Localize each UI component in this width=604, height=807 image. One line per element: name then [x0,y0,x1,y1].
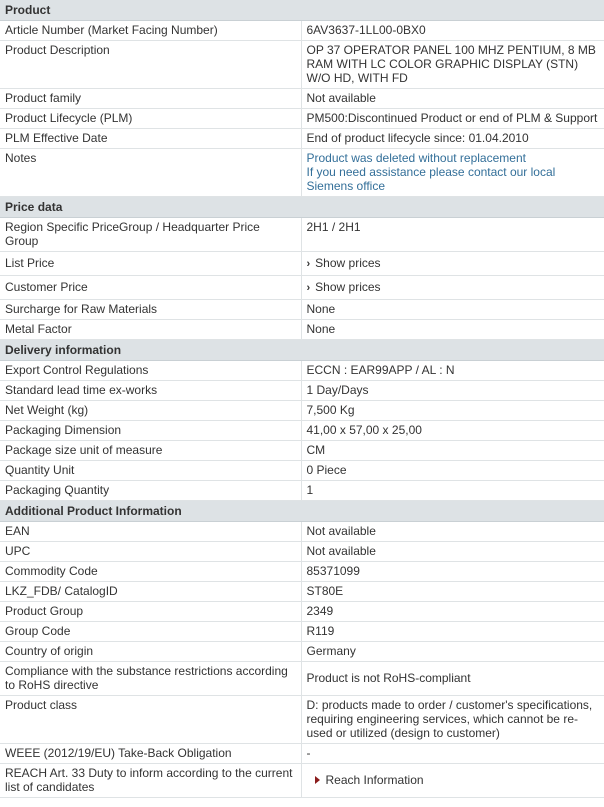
reach-information-label: Reach Information [325,773,424,787]
field-label: Country of origin [0,642,301,662]
field-label: Notes [0,149,301,197]
row-rohs [0,662,604,696]
field-label: List Price [0,252,301,276]
field-value: 1 [301,481,604,501]
row-plm-effective-date [0,129,604,149]
field-value [301,764,604,798]
field-value: 2349 [301,602,604,622]
field-value: PM500:Discontinued Product or end of PLM & Support [301,109,604,129]
field-label: Standard lead time ex-works [0,381,301,401]
notes-assistance-text: If you need assistance please contact our local Siemens office [306,165,556,193]
section-title: Product [0,0,604,21]
show-customer-prices-link[interactable] [307,280,381,294]
section-price-header [0,197,604,218]
row-quantity-unit [0,461,604,481]
field-value: None [301,300,604,320]
field-label: Group Code [0,622,301,642]
field-value: Not available [301,522,604,542]
field-label: Product Group [0,602,301,622]
triangle-right-icon [315,776,320,784]
field-label: PLM Effective Date [0,129,301,149]
reach-information-link[interactable] [307,773,424,787]
row-lkz-catalog [0,582,604,602]
row-group-code [0,622,604,642]
field-label: Package size unit of measure [0,441,301,461]
field-label: Packaging Dimension [0,421,301,441]
field-value: 6AV3637-1LL00-0BX0 [301,21,604,41]
field-label: Product Lifecycle (PLM) [0,109,301,129]
field-value: 1 Day/Days [301,381,604,401]
field-label: EAN [0,522,301,542]
field-label: Net Weight (kg) [0,401,301,421]
row-ean [0,522,604,542]
field-label: Export Control Regulations [0,361,301,381]
row-weee [0,744,604,764]
row-reach [0,764,604,798]
row-metal-factor [0,320,604,340]
field-value: OP 37 OPERATOR PANEL 100 MHZ PENTIUM, 8 MB RAM WITH LC COLOR GRAPHIC DISPLAY (STN) W/O HD, WITH FD [301,41,604,89]
field-value: R119 [301,622,604,642]
field-value: Not available [301,89,604,109]
section-title: Price data [0,197,604,218]
field-value: 41,00 x 57,00 x 25,00 [301,421,604,441]
row-customer-price [0,276,604,300]
row-packaging-dimension [0,421,604,441]
field-value: 85371099 [301,562,604,582]
section-additional-header [0,501,604,522]
row-product-group [0,602,604,622]
field-value: Product is not RoHS-compliant [301,662,604,696]
field-value: End of product lifecycle since: 01.04.2010 [301,129,604,149]
row-product-family [0,89,604,109]
row-region-price-group [0,218,604,252]
row-package-unit [0,441,604,461]
row-upc [0,542,604,562]
show-prices-label: Show prices [315,280,381,294]
field-value: D: products made to order / customer's specifications, requiring engineering services, which cannot be re-used or utilized (design to customer) [301,696,604,744]
field-value: None [301,320,604,340]
field-value [301,252,604,276]
section-title: Delivery information [0,340,604,361]
field-value: CM [301,441,604,461]
field-label: Customer Price [0,276,301,300]
section-product-header [0,0,604,21]
row-net-weight [0,401,604,421]
row-article-number [0,21,604,41]
field-label: Quantity Unit [0,461,301,481]
row-product-description [0,41,604,89]
row-export-control [0,361,604,381]
row-list-price [0,252,604,276]
show-prices-label: Show prices [315,256,381,270]
row-commodity-code [0,562,604,582]
field-value: 0 Piece [301,461,604,481]
field-label: Commodity Code [0,562,301,582]
field-label: UPC [0,542,301,562]
field-label: Product family [0,89,301,109]
field-label: WEEE (2012/19/EU) Take-Back Obligation [0,744,301,764]
notes-deleted-text: Product was deleted without replacement [306,151,526,165]
field-value: 7,500 Kg [301,401,604,421]
section-delivery-header [0,340,604,361]
field-value [301,149,604,197]
field-label: Article Number (Market Facing Number) [0,21,301,41]
field-value: 2H1 / 2H1 [301,218,604,252]
show-list-prices-link[interactable] [307,256,381,270]
field-value: - [301,744,604,764]
row-product-lifecycle [0,109,604,129]
field-value: Germany [301,642,604,662]
field-label: Product Description [0,41,301,89]
field-value [301,276,604,300]
field-label: Compliance with the substance restrictions according to RoHS directive [0,662,301,696]
chevron-right-icon: › [306,282,311,294]
chevron-right-icon: › [306,258,311,270]
row-lead-time [0,381,604,401]
field-label: Surcharge for Raw Materials [0,300,301,320]
field-label: Region Specific PriceGroup / Headquarter Price Group [0,218,301,252]
field-label: Product class [0,696,301,744]
row-notes [0,149,604,197]
field-value: ECCN : EAR99APP / AL : N [301,361,604,381]
row-product-class [0,696,604,744]
field-label: Metal Factor [0,320,301,340]
field-label: Packaging Quantity [0,481,301,501]
section-title: Additional Product Information [0,501,604,522]
field-label: REACH Art. 33 Duty to inform according to the current list of candidates [0,764,301,798]
row-packaging-quantity [0,481,604,501]
row-surcharge [0,300,604,320]
row-country-origin [0,642,604,662]
field-value: ST80E [301,582,604,602]
field-label: LKZ_FDB/ CatalogID [0,582,301,602]
field-value: Not available [301,542,604,562]
